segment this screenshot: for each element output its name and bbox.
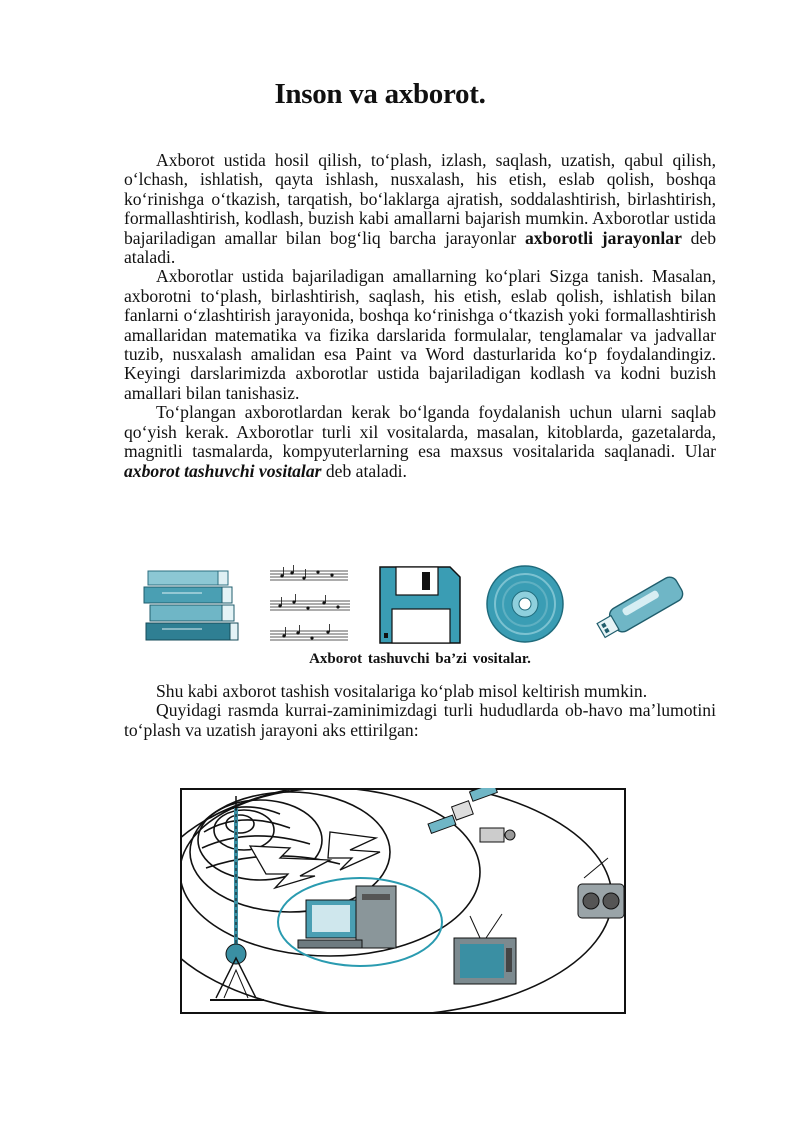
paragraph-1: Axborot ustida hosil qilish, to‘plash, izlash, saqlash, uzatish, qabul qilish, o‘lchash, ishlatish, qayta ishlash, nusxalash, his etish, eslab qolish, boshqa ko‘rinishga o‘tkazish, tarqatish, bo‘laklarga ajratish, soddalashtirish, birlashtirish, formallashtirish, kodlash, buzish kabi amallarni bajarish mumkin. Axborotlar ustida bajariladigan amallar bilan bog‘liq barcha jarayonlar axborotli jarayonlar deb ataladi. (124, 150, 716, 268)
floppy-disk-icon (378, 560, 462, 648)
sheet-music-icon (268, 560, 354, 648)
paragraph-3: To‘plangan axborotlardan kerak bo‘lganda foydalanish uchun ularni saqlab qo‘yish kerak. Axborotlar turli xil vositalarda, masalan, kitoblarda, gazetalarda, magnitli tasmalarda, kompyuterlarning esa maxsus vositalarida saqlanadi. Ular axborot tashuvchi vositalar deb ataladi. (124, 402, 716, 481)
storage-media-figure (138, 560, 718, 648)
weather-transmission-diagram (180, 788, 626, 1014)
books-icon (142, 560, 242, 648)
term-bold: axborotli jarayonlar (524, 227, 682, 248)
body-text-bottom (124, 682, 716, 740)
figure-caption: Axborot tashuvchi ba’zi vositalar. (309, 651, 531, 667)
paragraph-2: Axborotlar ustida bajariladigan amallarning ko‘plari Sizga tanish. Masalan, axborotni to‘plash, birlashtirish, saqlash, his etish, eslab qolish, ishlatish bilan fanlarni o‘zlashtirish jarayonida, boshqa ko‘rinishga o‘tkazish yoki formallashtirish amallaridan matematika va fizika darslarida formulalar, tenglamalar va jadvallar tuzib, nusxalash amalidan esa Paint va Word dasturlarida ko‘p foydalandingiz. Keyingi darslarimizda axborotlar ustida bajariladigan kodlash va kodni buzish amallari bilan tanishasiz. (124, 266, 716, 403)
body-text-top (124, 151, 716, 481)
compact-disc-icon (484, 560, 566, 648)
page-title: Inson va axborot. (274, 78, 486, 110)
term-bold-italic: axborot tashuvchi vositalar (124, 460, 322, 481)
paragraph-5: Quyidagi rasmda kurrai-zaminimizdagi turli hududlarda ob-havo ma’lumotini to‘plash va uzatish jarayoni aks ettirilgan: (124, 700, 716, 740)
paragraph-4: Shu kabi axborot tashish vositalariga ko‘plab misol keltirish mumkin. (156, 681, 648, 701)
usb-flash-drive-icon (592, 560, 702, 648)
